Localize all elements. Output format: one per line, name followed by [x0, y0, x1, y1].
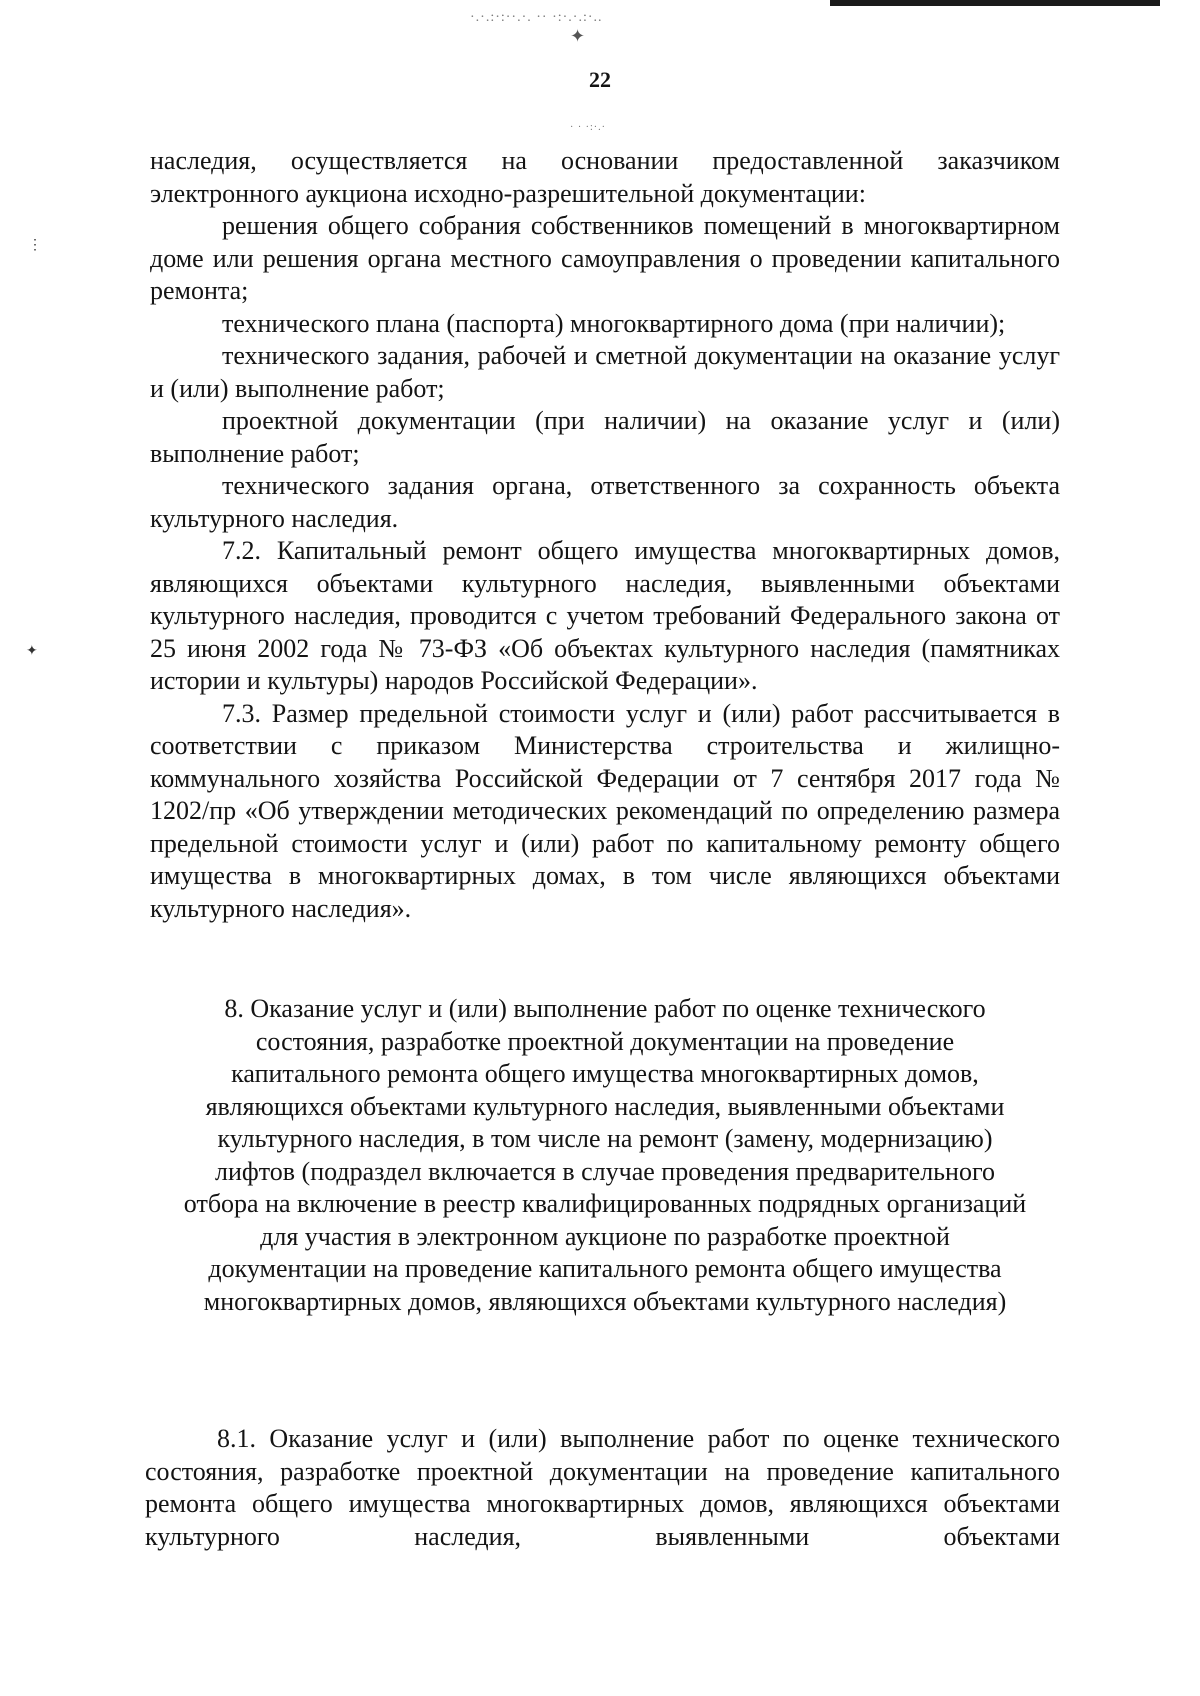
section-heading — [180, 993, 1030, 1318]
scan-border-line — [830, 0, 1160, 6]
scan-artifact: ✦ — [570, 26, 587, 46]
margin-mark: ⋮ — [28, 238, 42, 253]
list-item: технического задания органа, ответственного за сохранность объекта культурного наследия. — [150, 471, 1060, 533]
list-item: технического задания, рабочей и сметной документации на оказание услуг и (или) выполнение работ; — [150, 341, 1060, 403]
scan-artifact: · · ·:·.· — [570, 122, 606, 133]
margin-mark: ✦ — [26, 644, 38, 659]
paragraph: наследия, осуществляется на основании предоставленной заказчиком электронного аукциона исходно-разрешительной документации: — [150, 146, 1060, 208]
list-item: проектной документации (при наличии) на оказание услуг и (или) выполнение работ; — [150, 406, 1060, 468]
body-text-continued — [145, 1423, 1060, 1553]
scan-artifact: ·.·.:·:··.·. ·· ·:·.·.:·.. — [470, 10, 603, 25]
list-item: технического плана (паспорта) многоквартирного дома (при наличии); — [222, 308, 1006, 338]
list-item: решения общего собрания собственников помещений в многоквартирном доме или решения органа местного самоуправления о проведении капитального ремонта; — [150, 211, 1060, 305]
section-heading-text: 8. Оказание услуг и (или) выполнение работ по оценке технического состояния, разработке проектной документации на проведение капитального ремонта общего имущества многоквартирных домов, являющихся объектами культурного наследия, выявленными объектами культурного наследия, в том числе на ремонт (замену, модернизацию) лифтов (подраздел включается в случае проведения предварительного отбора на включение в реестр квалифицированных подрядных организаций для участия в электронном аукционе по разработке проектной документации на проведение капитального ремонта общего имущества многоквартирных домов, являющихся объектами культурного наследия) — [183, 994, 1027, 1316]
paragraph-7-3: 7.3. Размер предельной стоимости услуг и (или) работ рассчитывается в соответствии с приказом Министерства строительства и жилищно-коммунального хозяйства Российской Федерации от 7 сентября 2017 года № 1202/пр «Об утверждении методических рекомендаций по определению размера предельной стоимости услуг и (или) работ по капитальному ремонту общего имущества в многоквартирных домах, в том числе являющихся объектами культурного наследия». — [150, 698, 1060, 923]
paragraph-8-1: 8.1. Оказание услуг и (или) выполнение работ по оценке технического состояния, разработке проектной документации на проведение капитального ремонта общего имущества многоквартирных домов, являющихся объектами культурного наследия, выявленными объектами — [145, 1424, 1060, 1551]
page-number: 22 — [589, 67, 611, 92]
body-text — [150, 145, 1060, 925]
paragraph-7-2: 7.2. Капитальный ремонт общего имущества многоквартирных домов, являющихся объектами культурного наследия, выявленными объектами культурного наследия, проводится с учетом требований Федерального закона от 25 июня 2002 года № 73-ФЗ «Об объектах культурного наследия (памятниках истории и культуры) народов Российской Федерации». — [150, 536, 1060, 695]
